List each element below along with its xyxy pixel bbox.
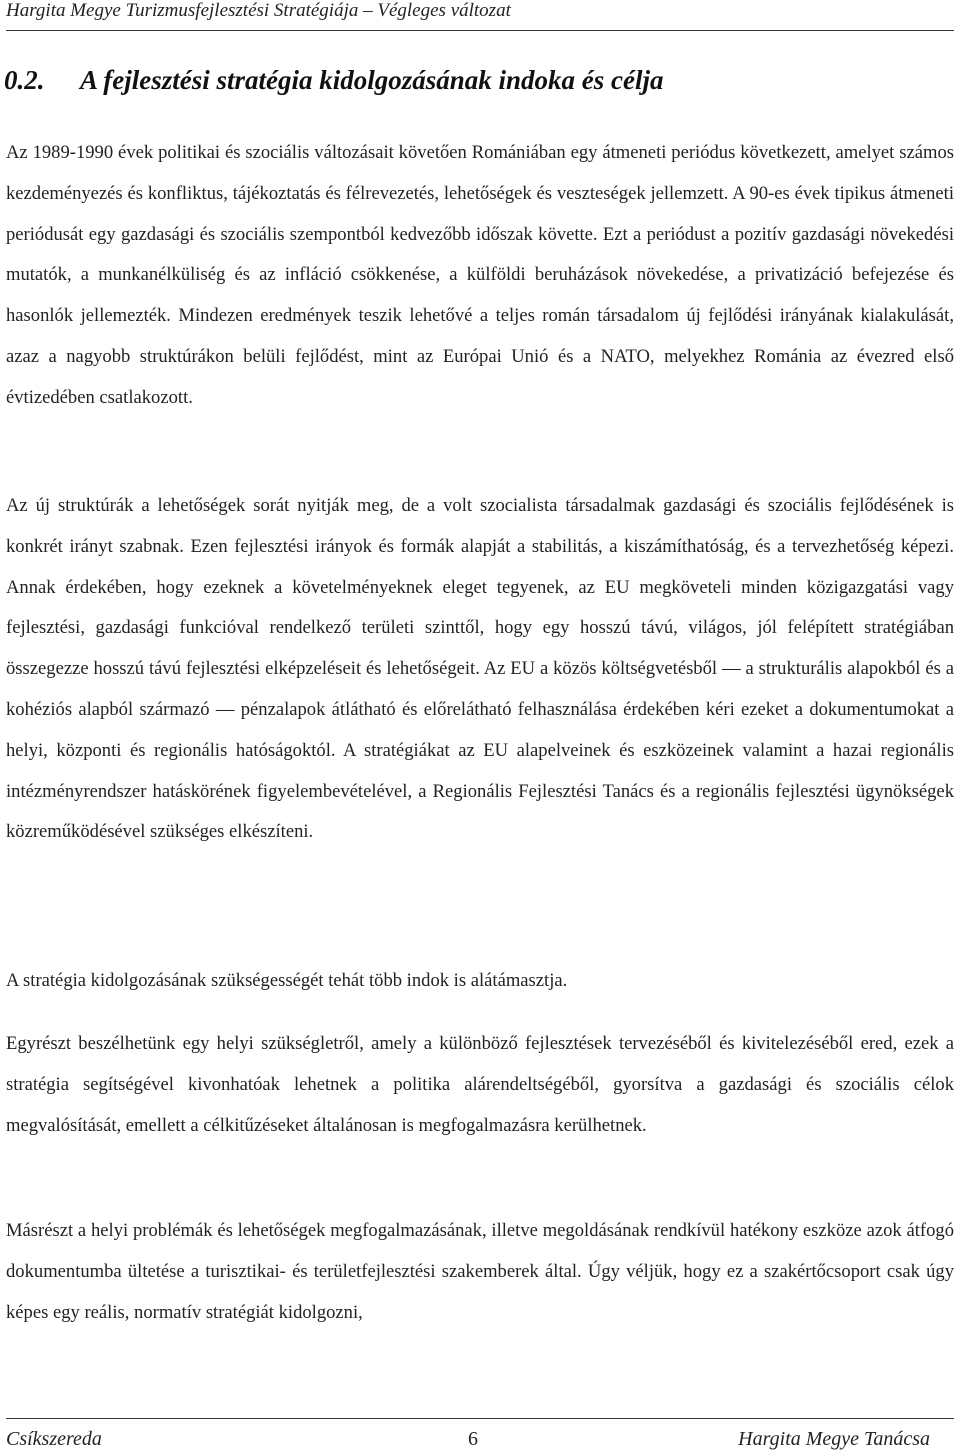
page-header: [6, 0, 954, 31]
section-heading: [4, 62, 664, 98]
footer-location: Csíkszereda: [6, 1428, 102, 1450]
paragraph-5: Másrészt a helyi problémák és lehetőségek megfogalmazásának, illetve megoldásának rendkívül hatékony eszköze azok átfogó dokumentumba ültetése a turisztikai- és területfejlesztési szakemberek által. Úgy véljük, hogy ez a szakértőcsoport csak úgy képes egy reális, normatív stratégiát kidolgozni,: [6, 1220, 954, 1323]
section-title: A fejlesztési stratégia kidolgozásának indoka és célja: [80, 65, 664, 95]
paragraph-2: Az új struktúrák a lehetőségek sorát nyitják meg, de a volt szocialista társadalmak gazdasági és szociális fejlődésének is konkrét irányt szabnak. Ezen fejlesztési irányok és formák alapját a stabilitás, a kiszámíthatóság, és a tervezhetőség képezi. Annak érdekében, hogy ezeknek a követelményeknek eleget tegyenek, az EU megköveteli minden közigazgatási vagy fejlesztési, gazdasági funkcióval rendelkező területi szinttől, hogy egy hosszú távú, világos, jól felépített stratégiában összegezze hosszú távú fejlesztési elképzeléseit és lehetőségeit. Az EU a közös költségvetésből — a strukturális alapokból és a kohéziós alapból származó — pénzalapok átlátható és előrelátható felhasználása érdekében kéri ezeket a dokumentumokat a helyi, központi és regionális hatóságoktól. A stratégiákat az EU alapelveinek és eszközeinek valamint a hazai regionális intézményrendszer hatáskörének figyelembevételével, a Regionális Fejlesztési Tanács és a regionális fejlesztési ügynökségek közreműködésével szükséges elkészíteni.: [6, 495, 954, 843]
section-number: 0.2.: [4, 65, 45, 95]
running-title: Hargita Megye Turizmusfejlesztési Stratégiája – Végleges változat: [6, 0, 511, 21]
page-footer: [6, 1418, 954, 1455]
page-number: 6: [468, 1428, 478, 1450]
paragraph-1: Az 1989-1990 évek politikai és szociális változásait követően Romániában egy átmeneti periódus következett, amelyet számos kezdeményezés és konfliktus, tájékoztatás és félrevezetés, lehetőségek és veszteségek jellemzett. A 90-es évek tipikus átmeneti periódusát egy gazdasági és szociális szempontból kedvezőbb időszak követte. Ezt a periódust a pozitív gazdasági növekedési mutatók, a munkanélküliség és az infláció csökkenése, a külföldi beruházások növekedése, a privatizáció befejezése és hasonlók jellemezték. Mindezen eredmények teszik lehetővé a teljes román társadalom új fejlődési irányának kialakulását, azaz a nagyobb struktúrákon belüli fejlődést, mint az Európai Unió és a NATO, melyekhez Románia az évezred első évtizedében csatlakozott.: [6, 142, 954, 408]
footer-publisher: Hargita Megye Tanácsa: [738, 1428, 930, 1450]
paragraph-4: Egyrészt beszélhetünk egy helyi szükségletről, amely a különböző fejlesztések tervezéséből és kivitelezéséből ered, ezek a stratégia segítségével kivonhatóak lehetnek a politika alárendeltségéből, gyorsítva a gazdasági és szociális célok megvalósítását, emellett a célkitűzéseket általánosan is megfogalmazásra kerülhetnek.: [6, 1033, 954, 1136]
paragraph-3: A stratégia kidolgozásának szükségességét tehát több indok is alátámasztja.: [6, 970, 568, 991]
